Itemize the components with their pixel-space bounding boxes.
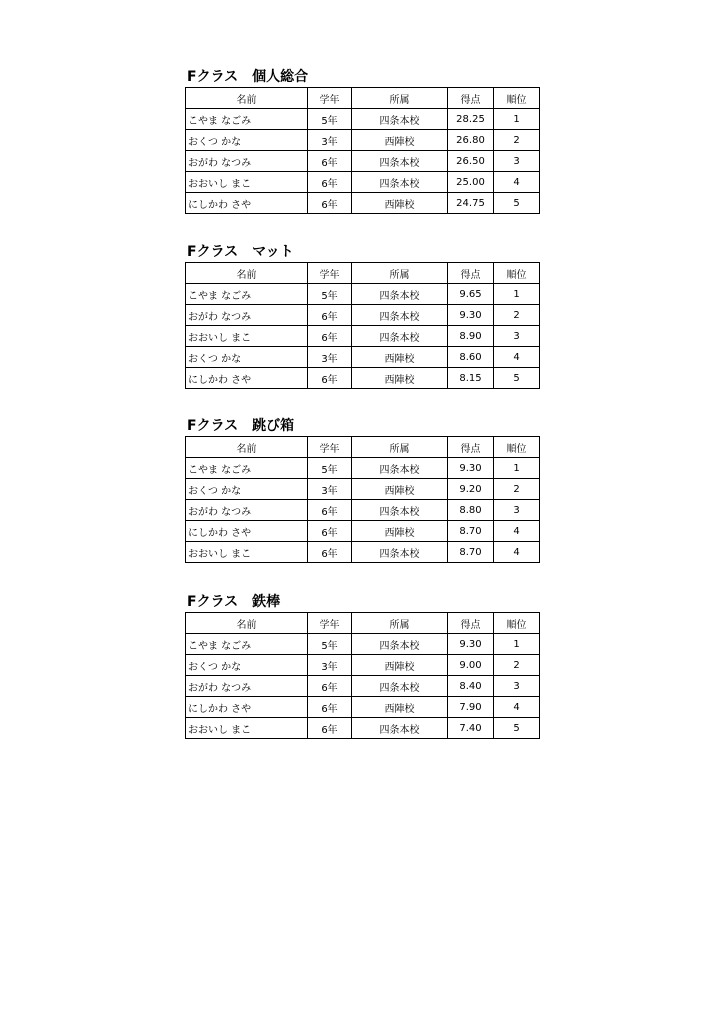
section-bar (185, 592, 539, 739)
cell-school: 西陣校 (352, 521, 448, 542)
cell-name: こやま なごみ (186, 109, 308, 130)
cell-score: 8.70 (448, 542, 494, 563)
cell-grade: 5年 (308, 284, 352, 305)
table-row (186, 479, 540, 500)
cell-name: おくつ かな (186, 655, 308, 676)
cell-rank: 4 (494, 521, 540, 542)
cell-rank: 3 (494, 676, 540, 697)
table-row (186, 458, 540, 479)
cell-school: 四条本校 (352, 109, 448, 130)
cell-name: おくつ かな (186, 130, 308, 151)
cell-rank: 4 (494, 697, 540, 718)
cell-grade: 6年 (308, 326, 352, 347)
cell-score: 8.80 (448, 500, 494, 521)
cell-rank: 4 (494, 542, 540, 563)
cell-rank: 3 (494, 151, 540, 172)
table-row (186, 718, 540, 739)
cell-score: 9.30 (448, 458, 494, 479)
cell-score: 24.75 (448, 193, 494, 214)
header-name: 名前 (186, 613, 308, 634)
cell-school: 西陣校 (352, 368, 448, 389)
section-overall (185, 67, 539, 214)
cell-grade: 3年 (308, 130, 352, 151)
cell-rank: 1 (494, 284, 540, 305)
cell-name: おくつ かな (186, 347, 308, 368)
results-table (185, 612, 540, 739)
cell-school: 四条本校 (352, 305, 448, 326)
cell-grade: 6年 (308, 521, 352, 542)
cell-rank: 3 (494, 500, 540, 521)
cell-school: 四条本校 (352, 634, 448, 655)
cell-name: おおいし まこ (186, 172, 308, 193)
cell-score: 9.30 (448, 634, 494, 655)
section-title: Fクラス 個人総合 (187, 69, 309, 85)
header-row (186, 88, 540, 109)
cell-grade: 6年 (308, 697, 352, 718)
cell-school: 四条本校 (352, 172, 448, 193)
header-grade: 学年 (308, 263, 352, 284)
table-row (186, 676, 540, 697)
cell-score: 7.90 (448, 697, 494, 718)
cell-school: 四条本校 (352, 284, 448, 305)
table-row (186, 172, 540, 193)
cell-school: 西陣校 (352, 479, 448, 500)
table-row (186, 542, 540, 563)
table-row (186, 326, 540, 347)
table-row (186, 151, 540, 172)
cell-rank: 5 (494, 193, 540, 214)
header-name: 名前 (186, 437, 308, 458)
cell-rank: 1 (494, 109, 540, 130)
cell-score: 7.40 (448, 718, 494, 739)
cell-name: こやま なごみ (186, 458, 308, 479)
section-vault (185, 416, 539, 563)
table-row (186, 521, 540, 542)
cell-school: 四条本校 (352, 458, 448, 479)
cell-school: 西陣校 (352, 193, 448, 214)
header-name: 名前 (186, 88, 308, 109)
cell-school: 西陣校 (352, 697, 448, 718)
cell-rank: 5 (494, 368, 540, 389)
cell-score: 28.25 (448, 109, 494, 130)
cell-name: おがわ なつみ (186, 500, 308, 521)
results-table (185, 87, 540, 214)
cell-name: おくつ かな (186, 479, 308, 500)
header-score: 得点 (448, 263, 494, 284)
cell-rank: 5 (494, 718, 540, 739)
cell-school: 西陣校 (352, 347, 448, 368)
cell-score: 26.80 (448, 130, 494, 151)
cell-rank: 4 (494, 172, 540, 193)
header-rank: 順位 (494, 88, 540, 109)
results-table (185, 436, 540, 563)
cell-name: おおいし まこ (186, 326, 308, 347)
cell-score: 8.70 (448, 521, 494, 542)
table-row (186, 697, 540, 718)
header-grade: 学年 (308, 88, 352, 109)
header-school: 所属 (352, 613, 448, 634)
header-rank: 順位 (494, 613, 540, 634)
header-grade: 学年 (308, 437, 352, 458)
cell-grade: 6年 (308, 172, 352, 193)
section-mat (185, 242, 539, 389)
cell-name: こやま なごみ (186, 284, 308, 305)
cell-rank: 3 (494, 326, 540, 347)
header-grade: 学年 (308, 613, 352, 634)
section-title: Fクラス マット (187, 244, 294, 260)
header-school: 所属 (352, 437, 448, 458)
table-row (186, 193, 540, 214)
cell-name: にしかわ さや (186, 193, 308, 214)
cell-score: 26.50 (448, 151, 494, 172)
cell-grade: 5年 (308, 109, 352, 130)
table-row (186, 109, 540, 130)
cell-grade: 6年 (308, 151, 352, 172)
header-school: 所属 (352, 263, 448, 284)
cell-score: 25.00 (448, 172, 494, 193)
section-title: Fクラス 跳び箱 (187, 418, 295, 434)
cell-name: おおいし まこ (186, 718, 308, 739)
cell-score: 8.60 (448, 347, 494, 368)
table-row (186, 500, 540, 521)
cell-grade: 6年 (308, 305, 352, 326)
cell-school: 四条本校 (352, 718, 448, 739)
cell-grade: 6年 (308, 500, 352, 521)
cell-rank: 2 (494, 479, 540, 500)
cell-school: 四条本校 (352, 676, 448, 697)
cell-school: 四条本校 (352, 151, 448, 172)
cell-name: にしかわ さや (186, 697, 308, 718)
cell-school: 四条本校 (352, 326, 448, 347)
cell-rank: 4 (494, 347, 540, 368)
cell-score: 8.40 (448, 676, 494, 697)
header-rank: 順位 (494, 263, 540, 284)
cell-school: 西陣校 (352, 130, 448, 151)
header-row (186, 263, 540, 284)
header-school: 所属 (352, 88, 448, 109)
header-score: 得点 (448, 437, 494, 458)
cell-grade: 3年 (308, 347, 352, 368)
cell-school: 西陣校 (352, 655, 448, 676)
section-title: Fクラス 鉄棒 (187, 594, 281, 610)
cell-name: おおいし まこ (186, 542, 308, 563)
table-row (186, 368, 540, 389)
cell-score: 8.15 (448, 368, 494, 389)
results-table (185, 262, 540, 389)
cell-rank: 1 (494, 634, 540, 655)
cell-name: にしかわ さや (186, 368, 308, 389)
header-name: 名前 (186, 263, 308, 284)
cell-name: こやま なごみ (186, 634, 308, 655)
cell-rank: 2 (494, 130, 540, 151)
cell-grade: 5年 (308, 458, 352, 479)
cell-grade: 3年 (308, 479, 352, 500)
table-row (186, 305, 540, 326)
cell-score: 9.65 (448, 284, 494, 305)
cell-grade: 3年 (308, 655, 352, 676)
header-score: 得点 (448, 88, 494, 109)
cell-grade: 6年 (308, 368, 352, 389)
cell-grade: 6年 (308, 193, 352, 214)
header-row (186, 437, 540, 458)
cell-rank: 2 (494, 655, 540, 676)
table-row (186, 347, 540, 368)
cell-grade: 6年 (308, 676, 352, 697)
table-row (186, 634, 540, 655)
cell-name: にしかわ さや (186, 521, 308, 542)
cell-rank: 2 (494, 305, 540, 326)
cell-score: 8.90 (448, 326, 494, 347)
table-row (186, 284, 540, 305)
cell-score: 9.30 (448, 305, 494, 326)
cell-name: おがわ なつみ (186, 151, 308, 172)
header-rank: 順位 (494, 437, 540, 458)
cell-grade: 5年 (308, 634, 352, 655)
cell-grade: 6年 (308, 542, 352, 563)
table-row (186, 130, 540, 151)
table-row (186, 655, 540, 676)
cell-name: おがわ なつみ (186, 676, 308, 697)
header-score: 得点 (448, 613, 494, 634)
cell-grade: 6年 (308, 718, 352, 739)
cell-score: 9.20 (448, 479, 494, 500)
cell-score: 9.00 (448, 655, 494, 676)
cell-school: 四条本校 (352, 500, 448, 521)
cell-school: 四条本校 (352, 542, 448, 563)
cell-rank: 1 (494, 458, 540, 479)
header-row (186, 613, 540, 634)
cell-name: おがわ なつみ (186, 305, 308, 326)
